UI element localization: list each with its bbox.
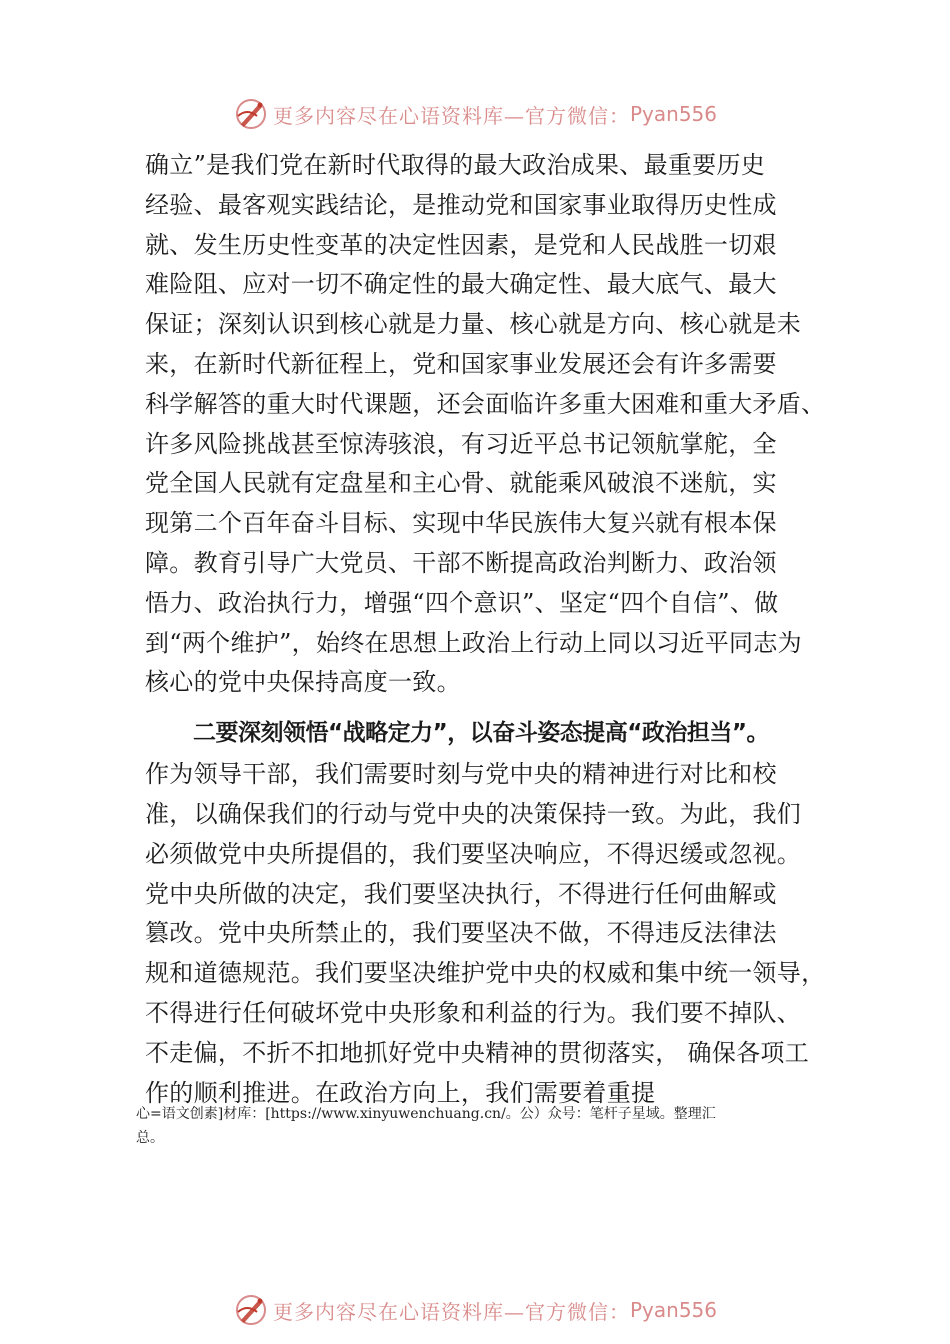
text-line: 必须做党中央所提倡的，我们要坚决响应，不得迟缓或忽视。: [145, 839, 802, 868]
watermark-text: 更多内容尽在心语资料库—官方微信：: [272, 103, 630, 128]
text-line: 许多风险挑战甚至惊涛骇浪，有习近平总书记领航掌舵，全: [145, 429, 777, 458]
watermark-logo-icon: [233, 96, 269, 132]
text-line: 准，以确保我们的行动与党中央的决策保持一致。为此，我们: [145, 799, 802, 828]
text-line: 确立”是我们党在新时代取得的最大政治成果、最重要历史: [145, 151, 766, 179]
footnote-line: 心=语文创素]材库：[https://www.xinyuwenchuang.cn/。公）众号：笔杆子星域。整理汇: [136, 1106, 716, 1122]
paragraph-2: [145, 755, 845, 1113]
text-line: 不走偏，不折不扣地抓好党中央精神的贯彻落实， 确保各项工: [145, 1038, 810, 1067]
text-line: 篡改。党中央所禁止的，我们要坚决不做，不得违反法律法: [145, 919, 777, 948]
text-line: 难险阻、应对一切不确定性的最大确定性、最大底气、最大: [145, 270, 777, 299]
text-line: 经验、最客观实践结论，是推动党和国家事业取得历史性成: [145, 190, 777, 219]
text-line: 党中央所做的决定，我们要坚决执行，不得进行任何曲解或: [145, 879, 777, 908]
text-line: 不得进行任何破坏党中央形象和利益的行为。我们要不掉队、: [145, 998, 802, 1027]
text-line: 到“两个维护”，始终在思想上政治上行动上同以习近平同志为: [145, 628, 802, 657]
watermark-id: Pyan556: [629, 1298, 717, 1322]
watermark-text: 更多内容尽在心语资料库—官方微信：: [272, 1299, 630, 1324]
text-line: 规和道德规范。我们要坚决维护党中央的权威和集中统一领导，: [145, 959, 826, 988]
text-line: 来，在新时代新征程上，党和国家事业发展还会有许多需要: [145, 349, 777, 378]
text-line: 核心的党中央保持高度一致。: [145, 668, 461, 697]
text-line: 保证；深刻认识到核心就是力量、核心就是方向、核心就是未: [145, 310, 802, 339]
text-line: 悟力、政治执行力，增强“四个意识”、坚定“四个自信”、做: [145, 588, 779, 617]
footnote-line: 总。: [136, 1130, 164, 1146]
text-line: 现第二个百年奋斗目标、实现中华民族伟大复兴就有根本保: [145, 509, 777, 538]
footer-watermark: [0, 1290, 950, 1330]
section-heading: 二要深刻领悟“战略定力”，以奋斗姿态提高“政治担当”。: [193, 720, 769, 747]
document-body: [145, 146, 845, 1113]
text-line: 党全国人民就有定盘星和主心骨、就能乘风破浪不迷航，实: [145, 469, 777, 498]
watermark-id: Pyan556: [629, 102, 717, 126]
text-line: 作的顺利推进。在政治方向上，我们需要着重提: [145, 1078, 656, 1107]
text-line: 科学解答的重大时代课题，还会面临许多重大困难和重大矛盾、: [145, 389, 826, 418]
watermark-logo-icon: [233, 1292, 269, 1328]
text-line: 障。教育引导广大党员、干部不断提高政治判断力、政治领: [145, 548, 777, 577]
text-line: 作为领导干部，我们需要时刻与党中央的精神进行对比和校: [145, 760, 777, 789]
footnote: [136, 1102, 836, 1150]
paragraph-1: [145, 146, 845, 703]
text-line: 就、发生历史性变革的决定性因素，是党和人民战胜一切艰: [145, 230, 777, 259]
header-watermark: [0, 94, 950, 134]
